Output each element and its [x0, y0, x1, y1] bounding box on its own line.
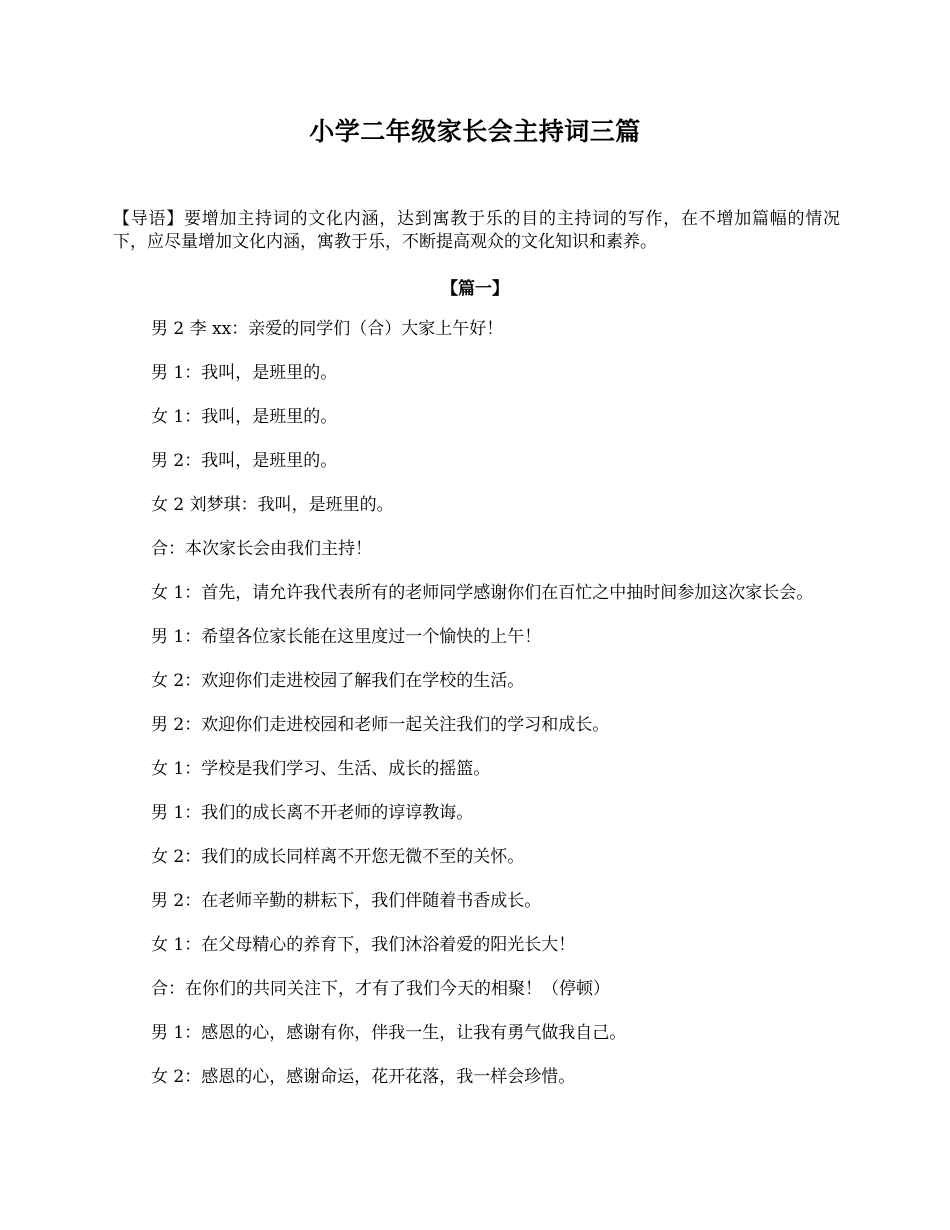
dialogue-line: 合：本次家长会由我们主持！ — [151, 539, 372, 559]
dialogue-line: 女 2：我们的成长同样离不开您无微不至的关怀。 — [151, 847, 525, 867]
dialogue-line: 男 1：希望各位家长能在这里度过一个愉快的上午！ — [151, 627, 542, 647]
dialogue-line: 男 1：我叫，是班里的。 — [151, 363, 338, 383]
dialogue-line: 男 2：我叫，是班里的。 — [151, 451, 338, 471]
dialogue-line: 男 1：感恩的心，感谢有你，伴我一生，让我有勇气做我自己。 — [151, 1023, 627, 1043]
dialogue-line: 女 2：欢迎你们走进校园了解我们在学校的生活。 — [151, 671, 525, 691]
document-title: 小学二年级家长会主持词三篇 — [309, 117, 641, 146]
dialogue-line: 男 1：我们的成长离不开老师的谆谆教诲。 — [151, 803, 474, 823]
dialogue-line: 男 2：在老师辛勤的耕耘下，我们伴随着书香成长。 — [151, 891, 542, 911]
intro-paragraph: 【导语】要增加主持词的文化内涵，达到寓教于乐的目的主持词的写作，在不增加篇幅的情况下，应尽量增加文化内涵，寓教于乐，不断提高观众的文化知识和素养。 — [113, 209, 840, 252]
dialogue-line: 女 1：在父母精心的养育下，我们沐浴着爱的阳光长大！ — [151, 935, 576, 955]
section-heading: 【篇一】 — [441, 279, 509, 299]
dialogue-line: 男 2 李 xx：亲爱的同学们（合）大家上午好！ — [151, 319, 504, 339]
dialogue-line: 合：在你们的共同关注下，才有了我们今天的相聚！（停顿） — [151, 979, 610, 999]
dialogue-line: 女 2：感恩的心，感谢命运，花开花落，我一样会珍惜。 — [151, 1067, 576, 1087]
dialogue-line: 女 1：学校是我们学习、生活、成长的摇篮。 — [151, 759, 491, 779]
dialogue-list — [113, 318, 840, 1110]
dialogue-line: 女 1：首先，请允许我代表所有的老师同学感谢你们在百忙之中抽时间参加这次家长会。 — [151, 583, 814, 603]
dialogue-line: 男 2：欢迎你们走进校园和老师一起关注我们的学习和成长。 — [151, 715, 610, 735]
dialogue-line: 女 1：我叫，是班里的。 — [151, 407, 338, 427]
dialogue-line: 女 2 刘梦琪：我叫，是班里的。 — [151, 495, 394, 515]
